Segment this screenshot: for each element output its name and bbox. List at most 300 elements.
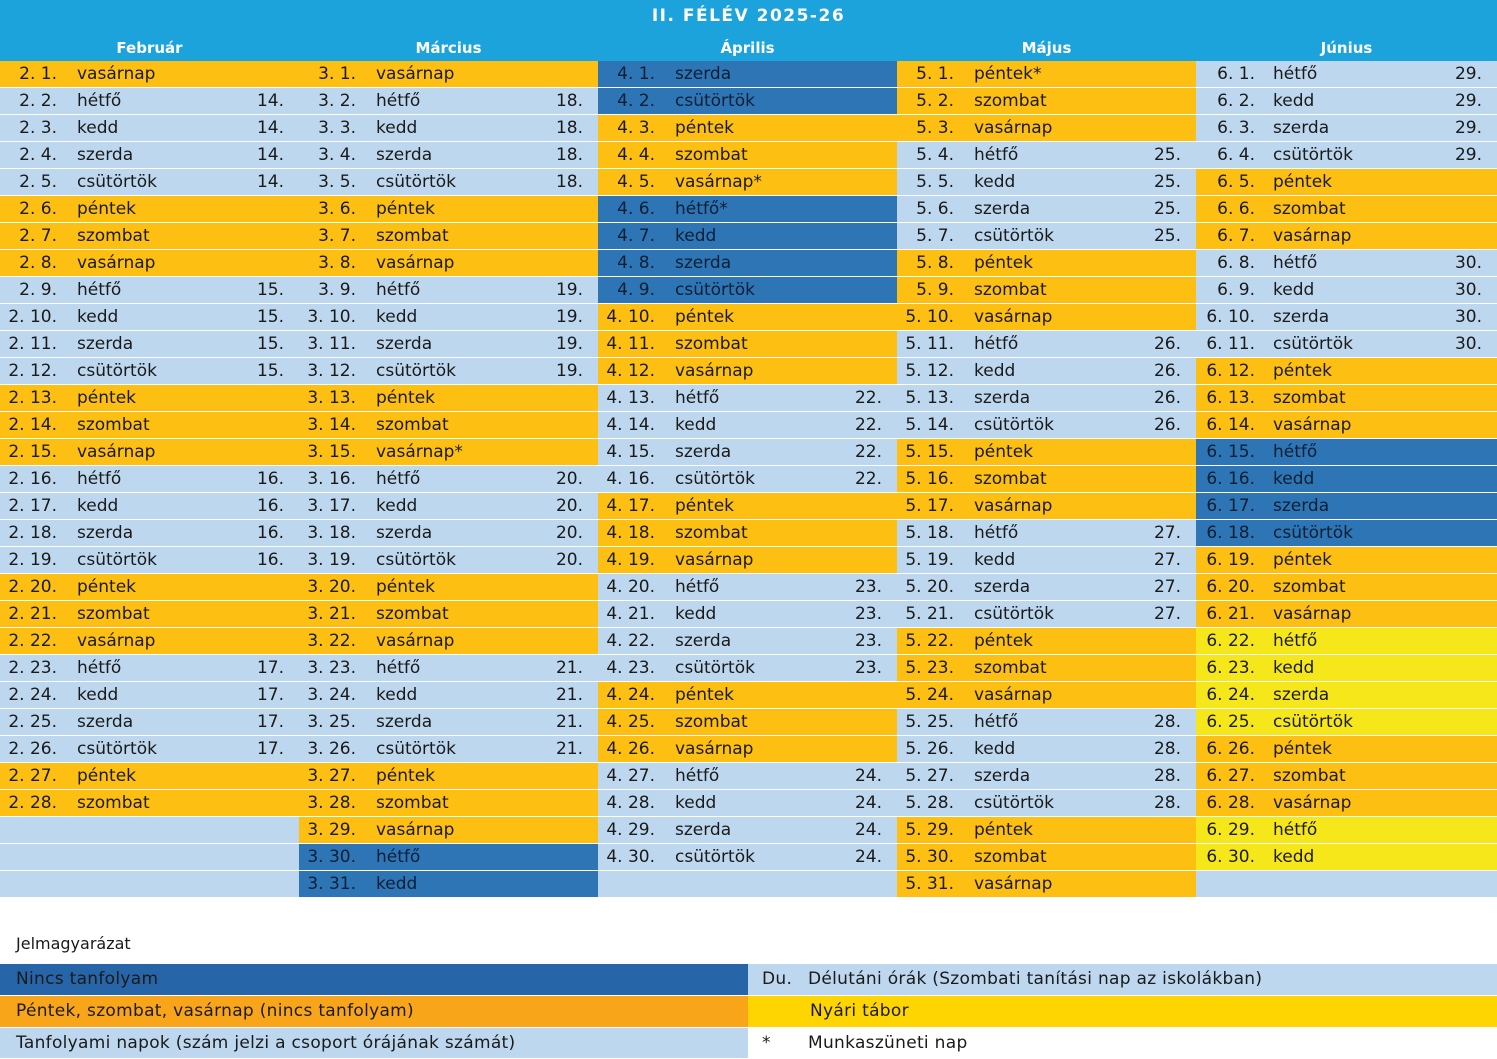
day-date: 6. 10.: [1206, 307, 1255, 327]
lesson-number: 15.: [256, 307, 284, 327]
lesson-number: 28.: [1153, 793, 1181, 813]
day-weekday: szombat: [675, 334, 748, 354]
day-date: 4. 24.: [606, 685, 655, 705]
day-weekday: hétfő: [376, 91, 421, 111]
day-weekday: hétfő*: [675, 199, 728, 219]
day-weekday: péntek: [376, 766, 435, 786]
day-date: 2. 22.: [8, 631, 57, 651]
lesson-number: 21.: [555, 712, 583, 732]
day-date: 4. 4.: [617, 145, 655, 165]
day-row: [299, 331, 598, 358]
lesson-number: 14.: [256, 172, 284, 192]
lesson-number: 30.: [1454, 334, 1482, 354]
day-weekday: csütörtök: [376, 172, 456, 192]
day-weekday: hétfő: [376, 469, 421, 489]
day-weekday: csütörtök: [974, 226, 1054, 246]
day-row: [299, 304, 598, 331]
day-weekday: péntek: [77, 199, 136, 219]
day-date: 5. 10.: [905, 307, 954, 327]
day-date: 6. 14.: [1206, 415, 1255, 435]
day-weekday: csütörtök: [974, 604, 1054, 624]
lesson-number: 22.: [854, 442, 882, 462]
day-row: [1196, 628, 1497, 655]
day-date: 5. 25.: [905, 712, 954, 732]
day-weekday: szombat: [77, 415, 150, 435]
day-weekday: hétfő: [77, 91, 122, 111]
day-row: [299, 628, 598, 655]
day-weekday: csütörtök: [675, 847, 755, 867]
lesson-number: 18.: [555, 118, 583, 138]
day-row: [598, 655, 897, 682]
day-row: [897, 115, 1196, 142]
day-weekday: csütörtök: [974, 793, 1054, 813]
day-weekday: vasárnap: [77, 64, 156, 84]
day-weekday: csütörtök: [376, 361, 456, 381]
day-date: 2. 11.: [8, 334, 57, 354]
day-weekday: péntek: [1273, 739, 1332, 759]
day-date: 2. 21.: [8, 604, 57, 624]
day-weekday: péntek: [675, 307, 734, 327]
day-weekday: szombat: [1273, 388, 1346, 408]
day-date: 3. 5.: [318, 172, 356, 192]
day-date: 3. 30.: [307, 847, 356, 867]
legend-title: Jelmagyarázat: [16, 934, 131, 953]
day-date: 5. 13.: [905, 388, 954, 408]
day-row: [0, 790, 299, 817]
month-column-february: [0, 61, 299, 898]
day-weekday: vasárnap: [77, 253, 156, 273]
day-weekday: péntek: [675, 118, 734, 138]
day-weekday: hétfő: [675, 577, 720, 597]
day-date: 5. 26.: [905, 739, 954, 759]
day-date: 6. 7.: [1217, 226, 1255, 246]
day-weekday: kedd: [77, 685, 119, 705]
day-date: 5. 31.: [905, 874, 954, 894]
day-date: 4. 1.: [617, 64, 655, 84]
day-weekday: péntek: [77, 388, 136, 408]
day-row: [0, 439, 299, 466]
day-weekday: péntek: [675, 496, 734, 516]
lesson-number: 16.: [256, 469, 284, 489]
empty-row: [0, 844, 299, 871]
legend-holiday-label: Munkaszüneti nap: [808, 1033, 968, 1053]
day-date: 3. 3.: [318, 118, 356, 138]
day-date: 4. 27.: [606, 766, 655, 786]
day-row: [0, 547, 299, 574]
lesson-number: 23.: [854, 577, 882, 597]
day-row: [1196, 547, 1497, 574]
day-weekday: szombat: [1273, 199, 1346, 219]
day-row: [1196, 277, 1497, 304]
day-row: [598, 358, 897, 385]
day-date: 6. 21.: [1206, 604, 1255, 624]
day-date: 6. 5.: [1217, 172, 1255, 192]
day-date: 6. 11.: [1206, 334, 1255, 354]
day-row: [598, 142, 897, 169]
lesson-number: 20.: [555, 523, 583, 543]
lesson-number: 17.: [256, 712, 284, 732]
day-row: [0, 223, 299, 250]
day-weekday: péntek: [77, 766, 136, 786]
day-date: 6. 26.: [1206, 739, 1255, 759]
day-weekday: szombat: [974, 280, 1047, 300]
day-date: 2. 1.: [19, 64, 57, 84]
day-date: 5. 12.: [905, 361, 954, 381]
day-row: [0, 61, 299, 88]
day-date: 5. 29.: [905, 820, 954, 840]
day-date: 3. 16.: [307, 469, 356, 489]
day-weekday: vasárnap: [974, 307, 1053, 327]
day-date: 2. 8.: [19, 253, 57, 273]
day-date: 4. 3.: [617, 118, 655, 138]
day-row: [897, 331, 1196, 358]
day-row: [1196, 709, 1497, 736]
day-weekday: kedd: [974, 172, 1016, 192]
day-date: 6. 17.: [1206, 496, 1255, 516]
lesson-number: 16.: [256, 550, 284, 570]
lesson-number: 17.: [256, 658, 284, 678]
day-row: [299, 790, 598, 817]
day-date: 4. 17.: [606, 496, 655, 516]
day-row: [897, 628, 1196, 655]
day-row: [299, 88, 598, 115]
day-date: 6. 22.: [1206, 631, 1255, 651]
day-date: 6. 18.: [1206, 523, 1255, 543]
day-weekday: szerda: [376, 523, 433, 543]
day-weekday: hétfő: [376, 658, 421, 678]
day-weekday: hétfő: [974, 334, 1019, 354]
day-date: 2. 26.: [8, 739, 57, 759]
day-weekday: szombat: [1273, 577, 1346, 597]
day-weekday: vasárnap*: [376, 442, 463, 462]
day-date: 3. 7.: [318, 226, 356, 246]
day-date: 5. 17.: [905, 496, 954, 516]
day-row: [299, 115, 598, 142]
day-weekday: csütörtök: [376, 739, 456, 759]
day-row: [897, 871, 1196, 898]
day-row: [598, 736, 897, 763]
lesson-number: 30.: [1454, 280, 1482, 300]
day-weekday: kedd: [974, 739, 1016, 759]
day-row: [299, 412, 598, 439]
day-date: 6. 15.: [1206, 442, 1255, 462]
day-date: 3. 20.: [307, 577, 356, 597]
day-row: [1196, 61, 1497, 88]
lesson-number: 23.: [854, 658, 882, 678]
day-row: [299, 466, 598, 493]
day-row: [897, 466, 1196, 493]
day-weekday: vasárnap: [1273, 415, 1352, 435]
day-date: 2. 25.: [8, 712, 57, 732]
lesson-number: 27.: [1153, 550, 1181, 570]
day-row: [0, 142, 299, 169]
lesson-number: 24.: [854, 847, 882, 867]
lesson-number: 25.: [1153, 145, 1181, 165]
month-header-june: Június: [1320, 39, 1373, 57]
day-row: [299, 169, 598, 196]
day-weekday: vasárnap: [1273, 226, 1352, 246]
day-row: [299, 817, 598, 844]
day-weekday: hétfő: [675, 766, 720, 786]
day-weekday: szombat: [1273, 766, 1346, 786]
lesson-number: 15.: [256, 334, 284, 354]
day-weekday: szerda: [974, 766, 1031, 786]
lesson-number: 26.: [1153, 388, 1181, 408]
day-row: [897, 493, 1196, 520]
day-date: 4. 30.: [606, 847, 655, 867]
day-weekday: péntek: [376, 577, 435, 597]
day-date: 5. 15.: [905, 442, 954, 462]
day-weekday: szombat: [77, 604, 150, 624]
day-weekday: kedd: [974, 361, 1016, 381]
day-date: 3. 8.: [318, 253, 356, 273]
lesson-number: 19.: [555, 280, 583, 300]
day-weekday: vasárnap: [376, 631, 455, 651]
day-date: 3. 24.: [307, 685, 356, 705]
day-row: [1196, 817, 1497, 844]
lesson-number: 25.: [1153, 226, 1181, 246]
day-date: 5. 1.: [916, 64, 954, 84]
day-row: [299, 601, 598, 628]
day-row: [598, 682, 897, 709]
lesson-number: 24.: [854, 766, 882, 786]
lesson-number: 28.: [1153, 712, 1181, 732]
day-row: [598, 88, 897, 115]
day-row: [1196, 250, 1497, 277]
day-row: [598, 493, 897, 520]
day-row: [897, 682, 1196, 709]
day-date: 6. 24.: [1206, 685, 1255, 705]
lesson-number: 21.: [555, 739, 583, 759]
day-row: [897, 61, 1196, 88]
day-row: [598, 763, 897, 790]
day-date: 2. 16.: [8, 469, 57, 489]
day-weekday: vasárnap: [974, 874, 1053, 894]
day-date: 3. 29.: [307, 820, 356, 840]
day-date: 5. 23.: [905, 658, 954, 678]
day-weekday: kedd: [1273, 847, 1315, 867]
day-weekday: kedd: [77, 496, 119, 516]
day-weekday: csütörtök: [675, 280, 755, 300]
day-row: [0, 169, 299, 196]
day-date: 2. 3.: [19, 118, 57, 138]
day-weekday: vasárnap: [77, 631, 156, 651]
day-date: 4. 25.: [606, 712, 655, 732]
lesson-number: 26.: [1153, 334, 1181, 354]
lesson-number: 28.: [1153, 766, 1181, 786]
month-column-may: [897, 61, 1196, 898]
lesson-number: 29.: [1454, 91, 1482, 111]
day-date: 4. 14.: [606, 415, 655, 435]
day-weekday: vasárnap: [376, 253, 455, 273]
lesson-number: 22.: [854, 415, 882, 435]
day-row: [897, 520, 1196, 547]
legend-course-days-label: Tanfolyami napok (szám jelzi a csoport órájának számát): [16, 1033, 516, 1053]
day-date: 6. 30.: [1206, 847, 1255, 867]
day-row: [598, 817, 897, 844]
day-row: [299, 439, 598, 466]
day-weekday: hétfő: [1273, 253, 1318, 273]
day-row: [1196, 304, 1497, 331]
day-weekday: hétfő: [974, 145, 1019, 165]
day-row: [299, 223, 598, 250]
day-weekday: vasárnap: [77, 442, 156, 462]
day-row: [1196, 574, 1497, 601]
legend-summer-camp: [748, 996, 1497, 1027]
day-weekday: kedd: [675, 226, 717, 246]
day-row: [0, 763, 299, 790]
day-row: [1196, 385, 1497, 412]
month-column-march: [299, 61, 598, 898]
legend-afternoon: [748, 964, 1497, 995]
empty-row: [0, 871, 299, 898]
day-date: 3. 2.: [318, 91, 356, 111]
day-date: 4. 28.: [606, 793, 655, 813]
day-weekday: csütörtök: [77, 172, 157, 192]
day-date: 4. 5.: [617, 172, 655, 192]
day-row: [0, 196, 299, 223]
day-date: 3. 11.: [307, 334, 356, 354]
day-row: [897, 574, 1196, 601]
day-date: 4. 21.: [606, 604, 655, 624]
day-weekday: szombat: [974, 469, 1047, 489]
lesson-number: 20.: [555, 469, 583, 489]
lesson-number: 24.: [854, 793, 882, 813]
day-weekday: szombat: [376, 415, 449, 435]
day-date: 2. 19.: [8, 550, 57, 570]
day-row: [897, 196, 1196, 223]
day-weekday: hétfő: [1273, 442, 1318, 462]
day-date: 3. 18.: [307, 523, 356, 543]
day-weekday: csütörtök: [1273, 712, 1353, 732]
day-row: [299, 709, 598, 736]
page-title: II. FÉLÉV 2025-26: [651, 6, 846, 26]
day-weekday: szerda: [376, 712, 433, 732]
day-date: 5. 27.: [905, 766, 954, 786]
lesson-number: 26.: [1153, 415, 1181, 435]
day-row: [0, 115, 299, 142]
empty-row: [598, 871, 897, 898]
day-row: [299, 547, 598, 574]
day-weekday: péntek: [675, 685, 734, 705]
day-date: 6. 4.: [1217, 145, 1255, 165]
day-weekday: csütörtök: [77, 739, 157, 759]
day-date: 4. 23.: [606, 658, 655, 678]
day-row: [598, 169, 897, 196]
day-row: [0, 304, 299, 331]
day-row: [1196, 223, 1497, 250]
day-weekday: péntek: [974, 631, 1033, 651]
day-row: [0, 88, 299, 115]
day-date: 4. 12.: [606, 361, 655, 381]
day-weekday: hétfő: [974, 523, 1019, 543]
day-row: [897, 709, 1196, 736]
day-row: [299, 493, 598, 520]
day-date: 5. 11.: [905, 334, 954, 354]
lesson-number: 26.: [1153, 361, 1181, 381]
day-row: [598, 61, 897, 88]
lesson-number: 18.: [555, 172, 583, 192]
lesson-number: 17.: [256, 739, 284, 759]
day-weekday: kedd: [974, 550, 1016, 570]
day-date: 5. 6.: [916, 199, 954, 219]
day-date: 4. 19.: [606, 550, 655, 570]
day-date: 6. 13.: [1206, 388, 1255, 408]
day-row: [0, 574, 299, 601]
day-weekday: hétfő: [376, 847, 421, 867]
month-header-february: Február: [116, 39, 183, 57]
day-row: [897, 358, 1196, 385]
day-row: [0, 682, 299, 709]
day-weekday: hétfő: [77, 658, 122, 678]
day-date: 3. 25.: [307, 712, 356, 732]
day-weekday: péntek: [974, 820, 1033, 840]
day-row: [299, 736, 598, 763]
lesson-number: 18.: [555, 91, 583, 111]
day-row: [1196, 763, 1497, 790]
day-weekday: csütörtök: [1273, 145, 1353, 165]
day-weekday: péntek: [1273, 172, 1332, 192]
day-date: 4. 18.: [606, 523, 655, 543]
lesson-number: 20.: [555, 496, 583, 516]
day-weekday: szombat: [376, 793, 449, 813]
day-date: 5. 18.: [905, 523, 954, 543]
day-weekday: csütörtök: [77, 550, 157, 570]
day-date: 5. 22.: [905, 631, 954, 651]
day-row: [1196, 655, 1497, 682]
day-weekday: kedd: [675, 793, 717, 813]
month-column-june: [1196, 61, 1497, 898]
day-weekday: vasárnap: [376, 64, 455, 84]
day-date: 3. 1.: [318, 64, 356, 84]
day-weekday: szombat: [376, 604, 449, 624]
day-date: 3. 9.: [318, 280, 356, 300]
lesson-number: 19.: [555, 334, 583, 354]
day-date: 6. 6.: [1217, 199, 1255, 219]
day-weekday: hétfő: [1273, 631, 1318, 651]
day-row: [598, 412, 897, 439]
day-weekday: péntek: [1273, 361, 1332, 381]
day-weekday: szombat: [77, 226, 150, 246]
day-row: [897, 412, 1196, 439]
day-date: 3. 19.: [307, 550, 356, 570]
day-date: 3. 21.: [307, 604, 356, 624]
day-row: [1196, 115, 1497, 142]
day-date: 4. 2.: [617, 91, 655, 111]
day-date: 5. 24.: [905, 685, 954, 705]
day-weekday: hétfő: [1273, 64, 1318, 84]
day-weekday: péntek: [1273, 550, 1332, 570]
lesson-number: 30.: [1454, 253, 1482, 273]
day-weekday: péntek: [974, 442, 1033, 462]
day-date: 4. 9.: [617, 280, 655, 300]
day-date: 2. 5.: [19, 172, 57, 192]
day-weekday: szerda: [1273, 496, 1330, 516]
lesson-number: 20.: [555, 550, 583, 570]
lesson-number: 15.: [256, 361, 284, 381]
day-row: [299, 196, 598, 223]
day-date: 2. 7.: [19, 226, 57, 246]
day-row: [897, 277, 1196, 304]
day-date: 6. 16.: [1206, 469, 1255, 489]
day-row: [1196, 412, 1497, 439]
day-weekday: hétfő: [974, 712, 1019, 732]
day-date: 2. 23.: [8, 658, 57, 678]
empty-row: [1196, 871, 1497, 898]
day-date: 4. 7.: [617, 226, 655, 246]
day-date: 3. 6.: [318, 199, 356, 219]
day-row: [598, 115, 897, 142]
